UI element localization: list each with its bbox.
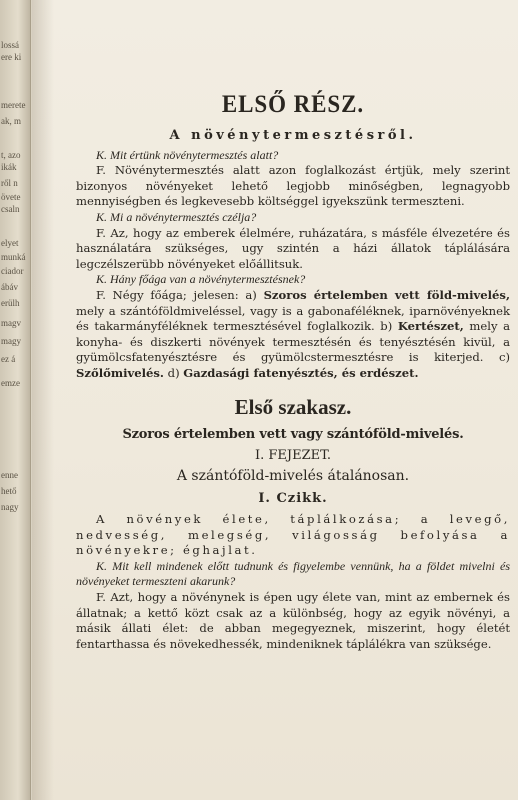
branch-horticulture: Kertészet, — [397, 319, 464, 334]
part-title: ELSŐ RÉSZ. — [221, 91, 365, 118]
section-title: Első szakasz. — [234, 394, 352, 419]
answer-3-lead: F. Négy főága; jelesen: a) — [96, 287, 257, 302]
book-page — [32, 0, 518, 800]
question-2: K. Mi a növénytermesztés czélja? — [96, 209, 257, 224]
question-3: K. Hány főága van a növénytermesztésnek? — [96, 272, 306, 287]
page-content — [76, 90, 510, 652]
left-edge-fragment: elyet — [1, 238, 19, 248]
gutter-shadow — [32, 0, 54, 800]
left-edge-fragment: erülh — [1, 298, 20, 308]
left-edge-fragment: lossá — [1, 40, 19, 50]
question-1: K. Mit értünk növénytermesztés alatt? — [96, 147, 279, 162]
left-edge-fragment: övete — [1, 192, 21, 202]
answer-1: F. Növénytermesztés alatt azon foglalkozást értjük, mely szerint bizonyos növényeket lehető legjobb minőségben, legnagyobb mennyiségben és legkevesebb költséggel igyekszünk termeszteni. — [76, 163, 510, 209]
part-subtitle: A növénytermesztésről. — [169, 128, 417, 143]
article-summary: A növények élete, táplálkozása; a levegő, nedvesség, melegség, világosság befolyása a növényekre; éghajlat. — [76, 512, 510, 558]
branch-d-label: d) — [167, 365, 180, 380]
left-edge-fragment: enne — [1, 470, 18, 480]
branch-1-text: mely a szántóföldmiveléssel, vagy is a gabonaféléknek, iparnövényeknek és takarmányféléknek termesztésével foglalkozik. — [76, 303, 510, 334]
left-edge-fragment: csaln — [1, 204, 20, 214]
left-edge-fragment: magy — [1, 336, 21, 346]
chapter-title: A szántóföld-mivelés átalánosan. — [176, 467, 410, 484]
left-edge-fragment: munká — [1, 252, 26, 262]
left-edge-fragment: ikák — [1, 162, 17, 172]
answer-3 — [76, 288, 510, 382]
branch-viticulture: Szőlőmivelés. — [76, 365, 164, 380]
left-edge-fragment: ábáv — [1, 282, 18, 292]
answer-2: F. Az, hogy az emberek élelmére, ruházatára, s másféle élvezetére és használatára szükséges, ugy szintén a házi állatok táplálására legczélszerübb növényeket előállitsuk. — [76, 225, 510, 271]
left-edge-fragment: ről n — [1, 178, 18, 188]
branch-2-text: mely a konyha- és diszkerti növények termesztésén és tenyésztésén kivül, a gyümölcsfatenyésztésre és gyümölcstermesztésre is kiterjed. — [76, 319, 511, 365]
branch-b-label: b) — [380, 319, 393, 334]
left-edge-fragment: ciador — [1, 266, 24, 276]
chapter-number: I. FEJEZET. — [254, 447, 332, 463]
left-edge-fragment: ez á — [1, 354, 16, 364]
section-subtitle: Szoros értelemben vett vagy szántóföld-mivelés. — [122, 426, 464, 442]
left-page-edge — [0, 0, 31, 800]
left-edge-fragment: hető — [1, 486, 17, 496]
left-edge-fragment: ere ki — [1, 52, 22, 62]
article-heading: I. Czikk. — [258, 490, 328, 506]
left-edge-fragment: magv — [1, 318, 21, 328]
branch-c-label: c) — [498, 350, 510, 365]
answer-4: F. Azt, hogy a növénynek is épen ugy élete van, mint az embernek és állatnak; a kettő közt csak az a különbség, hogy az egyik növényi, a másik állati élet: de abban megegyeznek, miszerint, hogy életét fentarthassa és növekedhessék, mindeniknek táplálékra van szüksége. — [76, 590, 510, 651]
branch-field-cultivation: Szoros értelemben vett föld-mivelés, — [263, 287, 510, 302]
left-edge-fragment: ak, m — [1, 116, 21, 126]
branch-forestry: Gazdasági fatenyésztés, és erdészet. — [183, 365, 419, 380]
left-edge-fragment: t, azo — [1, 150, 21, 160]
left-edge-fragment: nagy — [1, 502, 19, 512]
left-edge-fragment: emze — [1, 378, 20, 388]
question-4: K. Mit kell mindenek előtt tudnunk és figyelembe vennünk, ha a földet mivelni és növényeket termeszteni akarunk? — [76, 558, 510, 589]
left-edge-fragment: merete — [1, 100, 26, 110]
